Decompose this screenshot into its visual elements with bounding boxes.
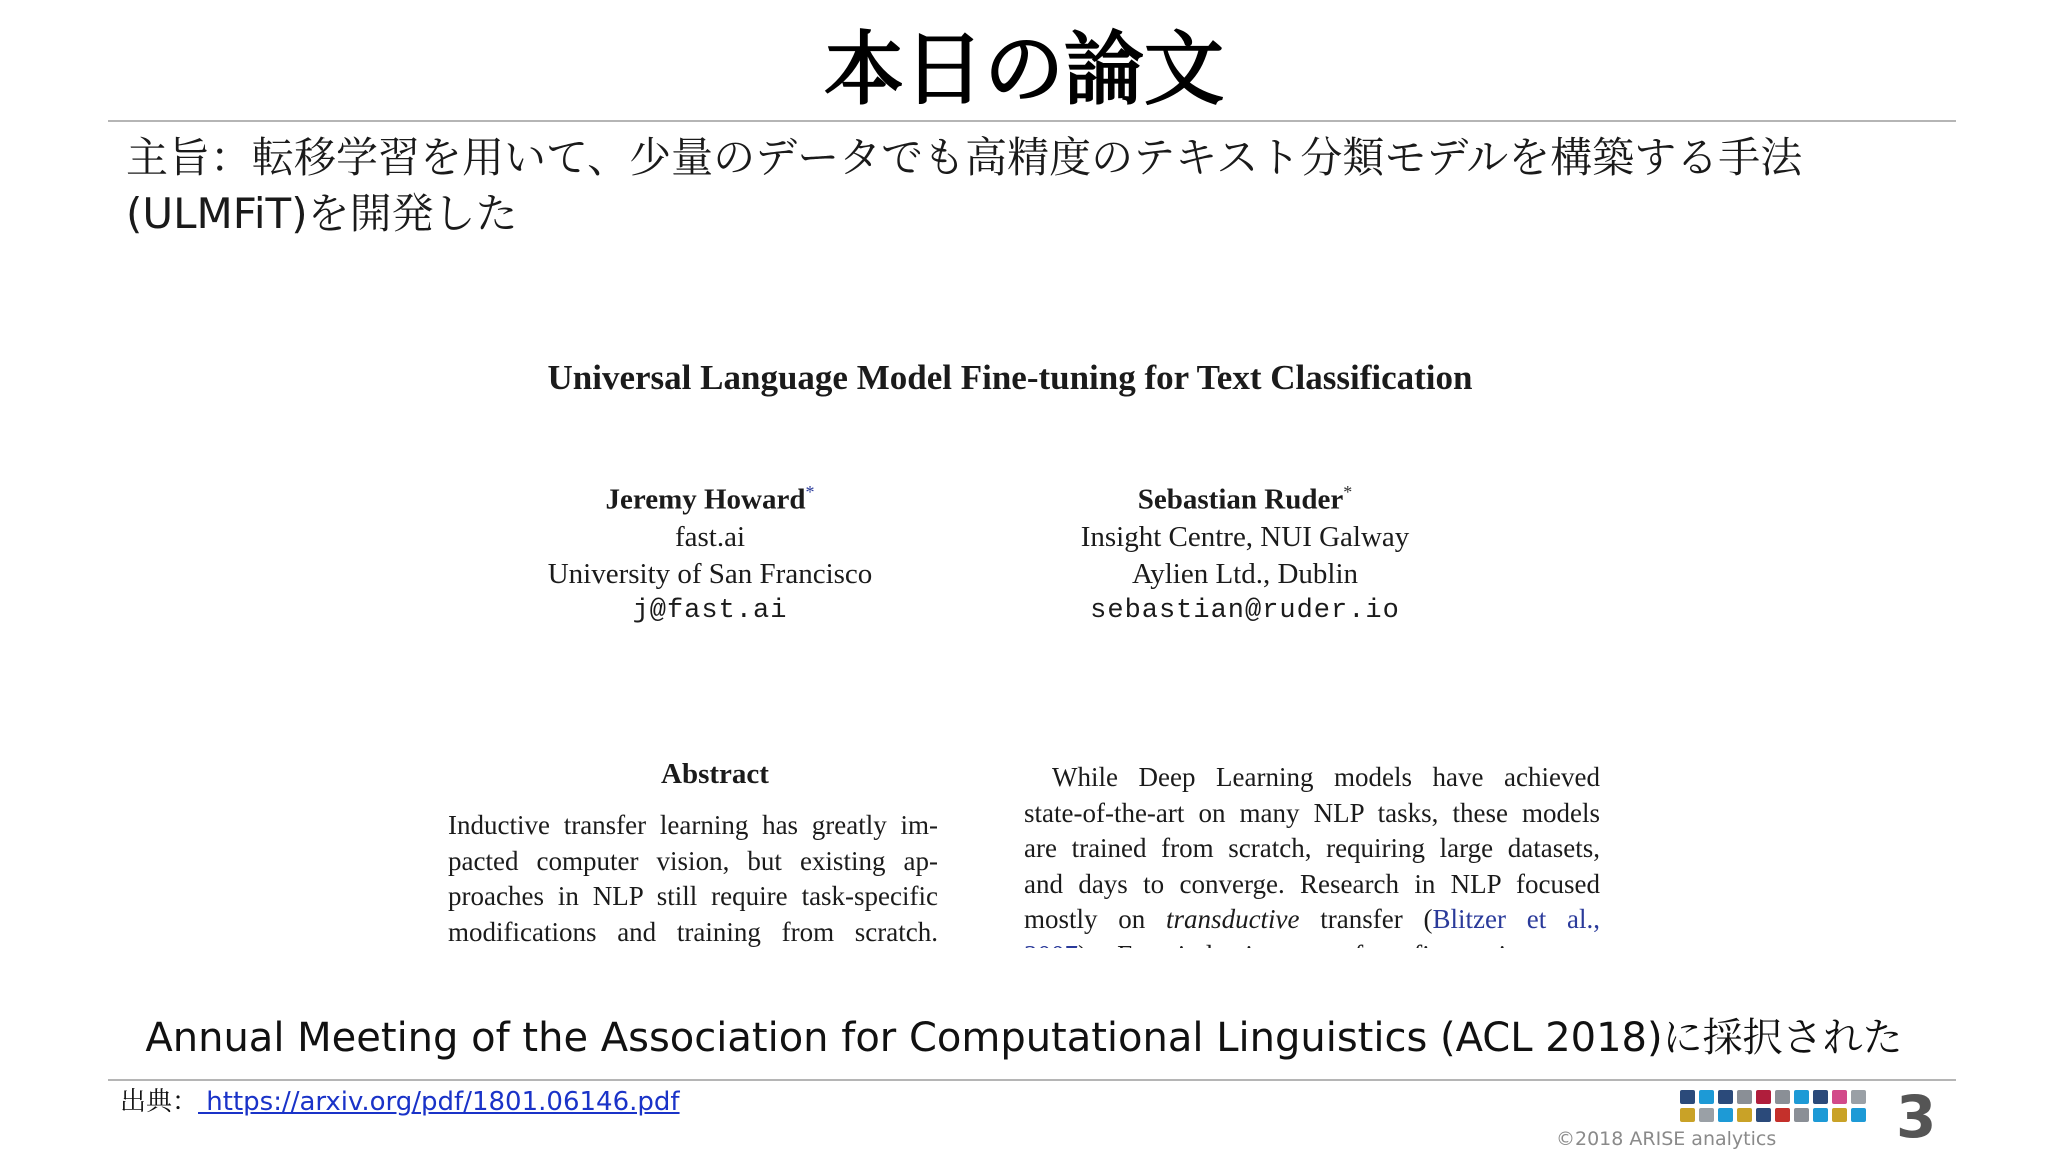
logo-square (1680, 1108, 1695, 1122)
logo-square (1756, 1108, 1771, 1122)
footer-divider (108, 1079, 1956, 1081)
logo-square (1851, 1108, 1866, 1122)
intro-line: While Deep Learning models have achieved (1052, 762, 1600, 792)
intro-column (1024, 760, 1600, 958)
intro-text: mostly on (1024, 904, 1167, 934)
abstract-body (448, 808, 938, 950)
logo-square (1737, 1108, 1752, 1122)
abstract-line: proaches in NLP still require task-specific (448, 881, 938, 911)
logo-square (1737, 1090, 1752, 1104)
author-footnote-mark: * (1343, 482, 1353, 502)
title-divider (108, 120, 1956, 122)
source-link[interactable]: https://arxiv.org/pdf/1801.06146.pdf (198, 1087, 680, 1117)
author-affiliation: fast.ai (674, 520, 746, 553)
author-email: sebastian@ruder.io (1090, 595, 1400, 626)
logo-square (1813, 1090, 1828, 1104)
logo-square (1699, 1108, 1714, 1122)
source-label: 出典： (120, 1087, 199, 1117)
author-affiliation: Aylien Ltd., Dublin (1131, 557, 1359, 590)
abstract-line: Inductive transfer learning has greatly im- (448, 810, 938, 840)
logo-square (1775, 1090, 1790, 1104)
logo-square (1756, 1090, 1771, 1104)
intro-italic: transductive (1166, 904, 1300, 934)
intro-line: and days to converge. Research in NLP focused (1024, 868, 1600, 899)
slide-title: 本日の論文 (824, 23, 1224, 116)
logo-square (1851, 1090, 1866, 1104)
summary-line-2: (ULMFiT)を開発した (126, 189, 518, 238)
abstract-line: pacted computer vision, but existing ap- (448, 845, 938, 876)
logo-square (1832, 1090, 1847, 1104)
logo-square (1832, 1108, 1847, 1122)
abstract-heading: Abstract (661, 758, 769, 790)
author-affiliation: Insight Centre, NUI Galway (1080, 520, 1410, 553)
logo-square (1699, 1090, 1714, 1104)
logo-square (1794, 1108, 1809, 1122)
source-citation (120, 1084, 680, 1120)
author-affiliation: University of San Francisco (547, 557, 873, 590)
intro-line: are trained from scratch, requiring large datasets, (1024, 833, 1600, 863)
logo-square (1680, 1090, 1695, 1104)
author-block-howard (510, 474, 910, 630)
logo-square (1718, 1090, 1733, 1104)
author-name: Jeremy Howard (605, 483, 806, 516)
author-email: j@fast.ai (632, 595, 788, 626)
author-name: Sebastian Ruder (1137, 483, 1344, 516)
logo-square (1775, 1108, 1790, 1122)
acl-acceptance-note: Annual Meeting of the Association for Computational Linguistics (ACL 2018)に採択された (145, 1015, 1903, 1061)
summary-line-1: 主旨：転移学習を用いて、少量のデータでも高精度のテキスト分類モデルを構築する手法 (126, 133, 1803, 182)
paper-title: Universal Language Model Fine-tuning for Text Classification (547, 358, 1473, 397)
arise-logo-icon (1680, 1090, 1866, 1124)
copyright: ©2018 ARISE analytics (1556, 1128, 1777, 1150)
intro-line: state-of-the-art on many NLP tasks, these models (1024, 797, 1600, 828)
intro-line (1024, 902, 1600, 938)
abstract-line: modifications and training from scratch. (448, 916, 938, 947)
summary (126, 130, 1926, 242)
logo-square (1813, 1108, 1828, 1122)
author-block-ruder (1030, 474, 1460, 630)
citation-link[interactable]: Blitzer et al., (1432, 904, 1600, 934)
intro-text: transfer ( (1299, 904, 1433, 934)
crop-edge (420, 948, 1660, 958)
logo-square (1794, 1090, 1809, 1104)
page-number: 3 (1896, 1083, 1937, 1151)
paper-snapshot (420, 340, 1660, 958)
author-footnote-mark: * (805, 482, 815, 502)
logo-square (1718, 1108, 1733, 1122)
